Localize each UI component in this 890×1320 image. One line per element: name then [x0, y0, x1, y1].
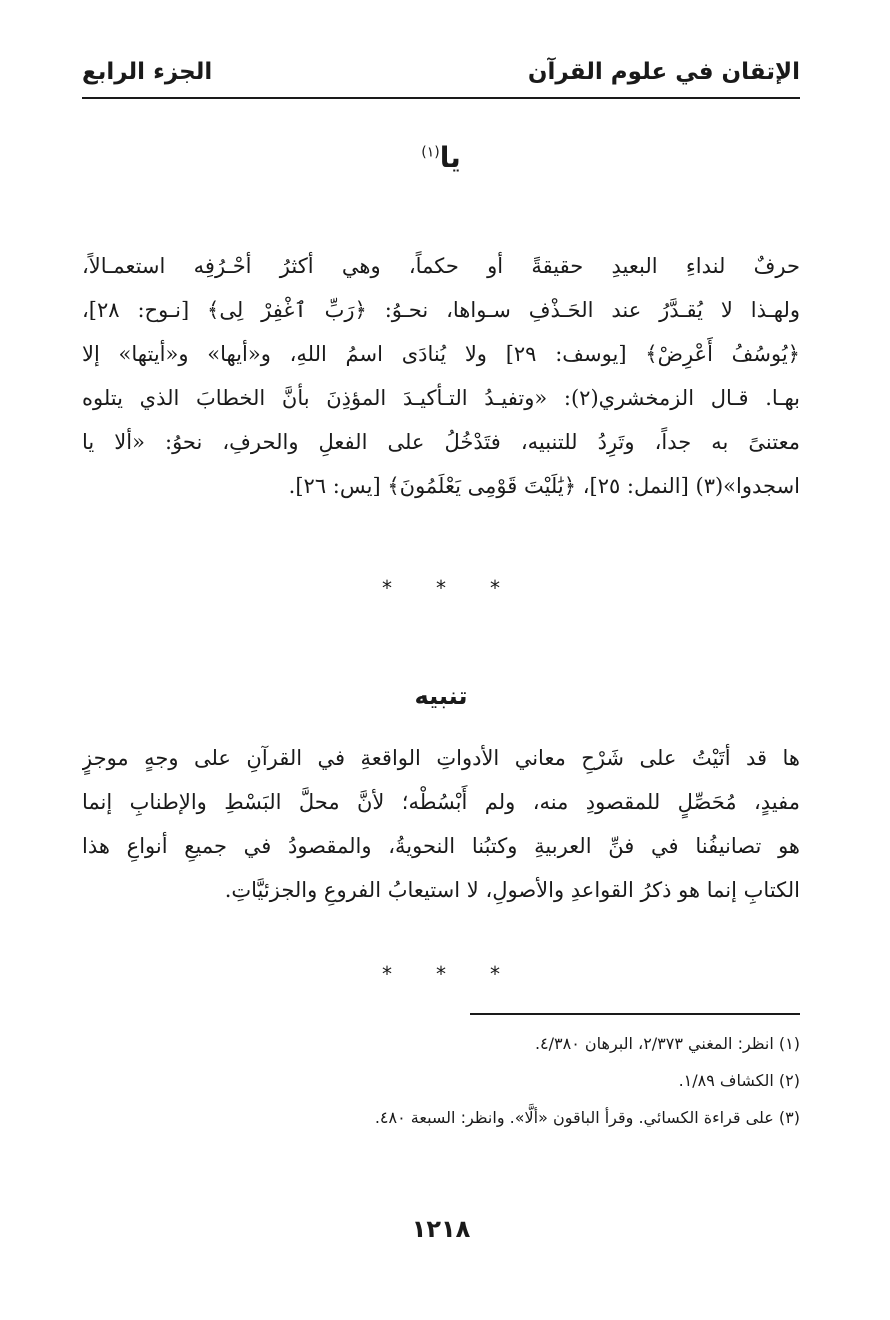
paragraph-line: هو تصانيفُنا في فنِّ العربيةِ وكتبُنا النحويةُ، والمقصودُ في جميعِ أنواعِ هذا [82, 834, 800, 858]
entry-paragraph [82, 244, 800, 508]
footnote: (٢) الكشاف ١/٨٩. [678, 1071, 800, 1090]
paragraph-line: اسجدوا»(٣) [النمل: ٢٥]، ﴿يَٰلَيْتَ قَوْمِى يَعْلَمُونَ﴾ [يس: ٢٦]. [288, 474, 800, 498]
section-separator [82, 576, 800, 600]
separator-star: * [382, 962, 392, 986]
paragraph-line: ولهـذا لا يُقـدَّرُ عند الحَـذْفِ سـواها، نحـوُ: ﴿رَبِّ ٱغْفِرْ لِى﴾ [نـوح: ٢٨]، [82, 298, 800, 322]
separator-star: * [382, 576, 392, 600]
part-label: الجزء الرابع [82, 59, 213, 85]
paragraph-line: معتنىً به جداً، وتَرِدُ للتنبيه، فتَدْخُلُ على الفعلِ والحرفِ، نحوُ: «ألا يا [82, 430, 800, 454]
separator-star: * [436, 962, 446, 986]
page-number: ١٢١٨ [411, 1215, 471, 1243]
entry-heading [82, 140, 800, 176]
paragraph-line: ها قد أتَيْتُ على شَرْحِ معاني الأدواتِ الواقعةِ في القرآنِ على وجهٍ موجزٍ [82, 746, 800, 770]
separator-star: * [490, 962, 500, 986]
paragraph-line: ﴿يُوسُفُ أَعْرِضْ﴾ [يوسف: ٢٩] ولا يُنادَى اسمُ اللهِ، و«أيها» و«أيتها» إلا [82, 342, 800, 366]
paragraph-line: حرفٌ لنداءِ البعيدِ حقيقةً أو حكماً، وهي أكثرُ أحْـرُفِه استعمـالاً، [82, 254, 800, 278]
entry-heading-text: يا [439, 141, 461, 174]
section-heading: تنبيه [414, 682, 468, 710]
section-separator [82, 962, 800, 986]
footnote: (٣) على قراءة الكسائي. وقرأ الباقون «ألَّا». وانظر: السبعة ٤٨٠. [374, 1108, 800, 1127]
paragraph-line: الكتابِ إنما هو ذكرُ القواعدِ والأصولِ، لا استيعابُ الفروعِ والجزئيَّاتِ. [224, 878, 800, 902]
footnotes [82, 1034, 800, 1145]
book-title: الإتقان في علوم القرآن [527, 59, 800, 85]
separator-star: * [436, 576, 446, 600]
footnote: (١) انظر: المغني ٢/٣٧٣، البرهان ٤/٣٨٠. [534, 1034, 800, 1053]
header-rule [82, 97, 800, 99]
footnote-rule [470, 1013, 800, 1015]
running-head [82, 52, 800, 92]
paragraph-line: بهـا. قـال الزمخشري(٢): «وتفيـدُ التـأكيـدَ المؤذِنَ بأنَّ الخطابَ الذي يتلوه [82, 386, 800, 410]
tanbih-paragraph [82, 736, 800, 912]
separator-star: * [490, 576, 500, 600]
paragraph-line: مفيدٍ، مُحَصِّلٍ للمقصودِ منه، ولم أَبْسُطْه؛ لأنَّ محلَّ البَسْطِ والإطنابِ إنما [82, 790, 800, 814]
footnote-ref: (١) [421, 144, 440, 161]
